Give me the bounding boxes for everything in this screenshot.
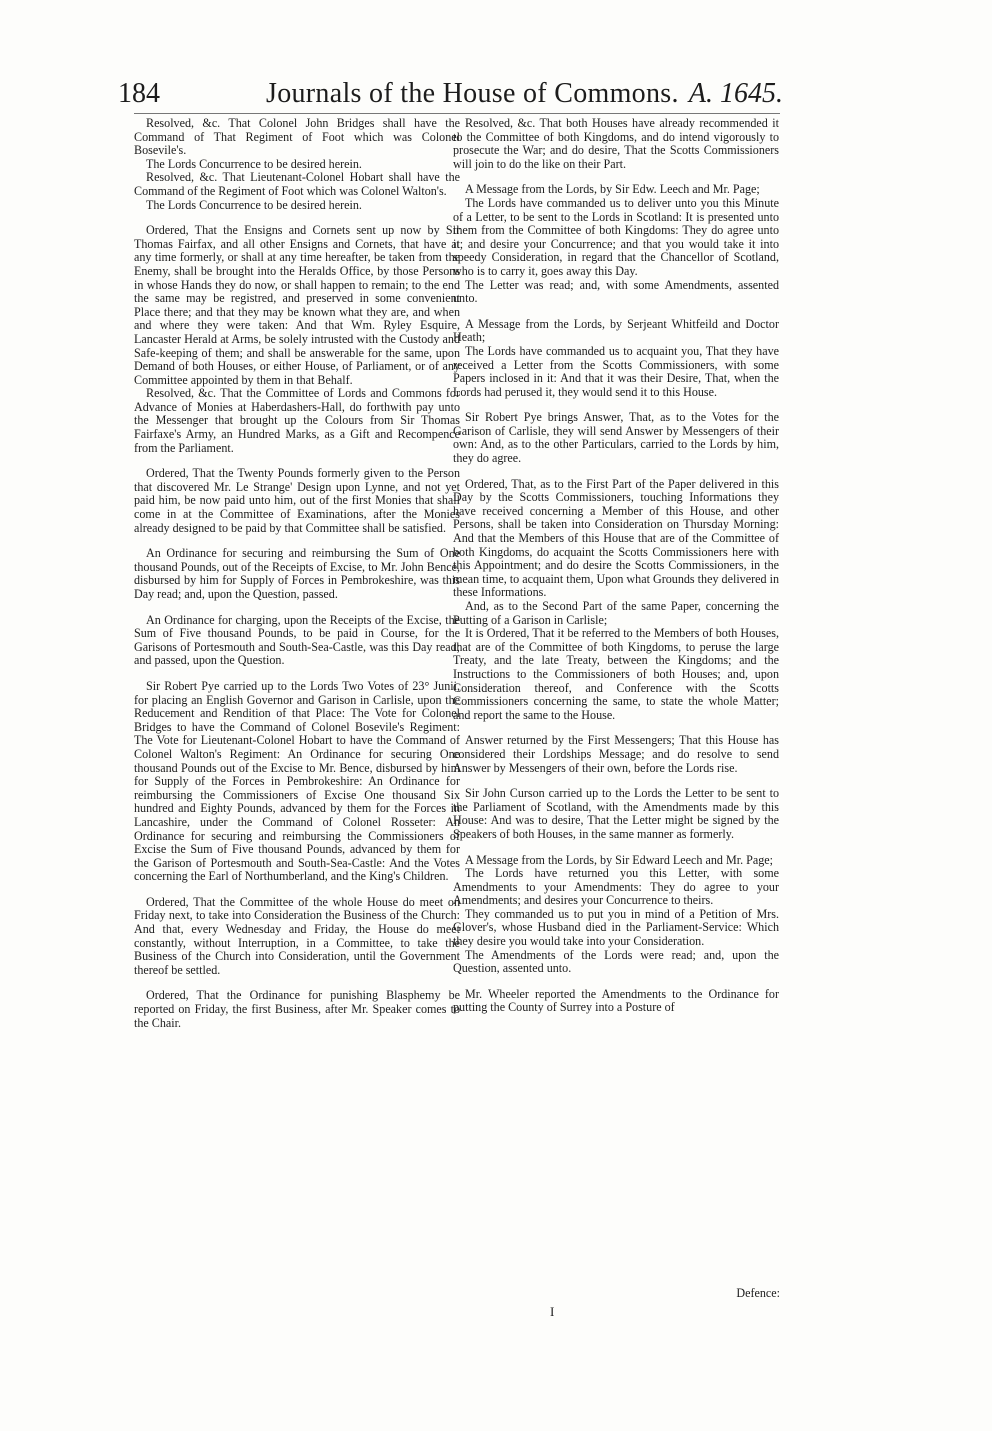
paragraph: Sir Robert Pye carried up to the Lords Two Votes of 23° Junii, for placing an English Governor and Garison in Carlisle, upon the Reducement and Rendition of that Place: The Vote for Colonel Bridges to have the Command of Colonel Bosevile's Regiment: The Vote for Lieutenant-Colonel Hobart to have the Command of Colonel Walton's Regiment: An Ordinance for securing One thousand Pounds out of the Excise to Mr. Bence, disbursed by him for Supply of the Forces in Pembrokeshire: An Ordinance for reimbursing the Commissioners of Excise One thousand Six hundred and Eighty Pounds, advanced by them for the Forces in Lancashire, under the Command of Colonel Rosseter: An Ordinance for securing and reimbursing the Commissioners of Excise the Sum of Five thousand Pounds, advanced by them for the Garison of Portesmouth and South-Sea-Castle: And the Votes concerning the Earl of Northumberland, and the King's Children. [134, 678, 460, 884]
paragraph: Ordered, That the Twenty Pounds formerly given to the Person that discovered Mr. Le Strange' Design upon Lynne, and not yet paid him, be now paid unto him, out of the first Monies that shall come in at the Committee of Examinations, after the Monies already designed to be paid by that Committee shall be satisfied. [134, 466, 460, 535]
paragraph: The Letter was read; and, with some Amendments, assented unto. [453, 277, 779, 306]
paragraph: Ordered, That the Ordinance for punishing Blasphemy be reported on Friday, the first Business, after Mr. Speaker comes to the Chair. [134, 988, 460, 1030]
paragraph: Resolved, &c. That both Houses have already recommended it to the Committee of both Kingdoms, and do intend vigorously to prosecute the War; and do desire, That the Scotts Commissioners will join to do the like on their Part. [453, 116, 779, 171]
left-column [134, 117, 460, 1030]
catchword: Defence: [736, 1286, 780, 1300]
page-number: 184 [118, 78, 160, 109]
paragraph: It is Ordered, That it be referred to the Members of both Houses, that are of the Committee of both Kingdoms, to peruse the large Treaty, and the late Treaty, between the Kingdoms; and the Instructions to the Commissioners of both Houses; and, upon Consideration thereof, and Conference with the Scotts Commissioners concerning the same, to state the whole Matter; and report the same to the House. [453, 626, 779, 722]
running-year: A. 1645. [688, 78, 783, 109]
paragraph: Sir John Curson carried up to the Lords the Letter to be sent to the Parliament of Scotland, with the Amendments made by this House: And was to desire, That the Letter might be signed by the Speakers of both Houses, in the same manner as formerly. [453, 786, 779, 841]
paragraph: The Lords Concurrence to be desired herein. [146, 197, 362, 212]
paragraph: They commanded us to put you in mind of a Petition of Mrs. Glover's, whose Husband died in the Parliament-Service: Which they desire you would take into your Consideration. [453, 906, 779, 949]
right-column [453, 117, 779, 1015]
paragraph: And, as to the Second Part of the same Paper, concerning the Putting of a Garison in Carlisle; [453, 599, 779, 627]
paragraph: Answer returned by the First Messengers; That this House has considered their Lordships Message; and do resolve to send Answer by Messengers of their own, before the Lords rise. [453, 733, 779, 775]
paragraph: The Amendments of the Lords were read; and, upon the Question, assented unto. [453, 947, 779, 976]
paragraph: The Lords have returned you this Letter, with some Amendments to your Amendments: They do agree to your Amendments; and desires your Concurrence to theirs. [453, 866, 779, 908]
paragraph: Resolved, &c. That Colonel John Bridges shall have the Command of That Regiment of Foot which was Colonel Bosevile's. [134, 116, 460, 158]
running-title: Journals of the House of Commons. [266, 78, 679, 109]
paragraph: A Message from the Lords, by Sir Edward Leech and Mr. Page; [465, 852, 773, 867]
paragraph: The Lords Concurrence to be desired herein. [146, 156, 362, 171]
paragraph: The Lords have commanded us to acquaint you, That they have received a Letter from the Scotts Commissioners, with some Papers inclosed in it: And that it was their Desire, That, when the Lords had perused it, they would send it to this House. [453, 343, 779, 399]
paragraph: Resolved, &c. That the Committee of Lords and Commons for Advance of Monies at Haberdashers-Hall, do forthwith pay unto the Messenger that brought up the Colours from Sir Thomas Fairfaxe's Army, an Hundred Marks, as a Gift and Recompence from the Parliament. [134, 386, 460, 455]
paragraph: Mr. Wheeler reported the Amendments to the Ordinance for putting the County of Surrey into a Posture of [453, 986, 779, 1015]
paragraph: The Lords have commanded us to deliver unto you this Minute of a Letter, to be sent to the Lords in Scotland: It is presented unto them from the Committee of both Kingdoms: They do agree unto it; and desire your Concurrence; and that you would take it into speedy Consideration, in regard that the Chancellor of Scotland, who is to carry it, goes away this Day. [453, 195, 779, 278]
paragraph: An Ordinance for charging, upon the Receipts of the Excise, the Sum of Five thousand Pounds, to be paid in Course, for the Garisons of Portesmouth and South-Sea-Castle, was this Day read; and passed, upon the Question. [134, 612, 460, 668]
paragraph: Sir Robert Pye brings Answer, That, as to the Votes for the Garison of Carlisle, they will send Answer by Messengers of their own: And, as to the other Particulars, carried to the Lords by him, they do agree. [453, 410, 779, 466]
paragraph: A Message from the Lords, by Serjeant Whitfeild and Doctor Heath; [453, 316, 779, 345]
paragraph: An Ordinance for securing and reimbursing the Sum of One thousand Pounds, out of the Receipts of Excise, to Mr. John Bence, disbursed by him for Supply of Forces in Pembrokeshire, was this Day read; and, upon the Question, passed. [134, 546, 460, 601]
paragraph: Ordered, That the Committee of the whole House do meet on Friday next, to take into Consideration the Business of the Church: And that, every Wednesday and Friday, the House do meet constantly, without Interruption, in a Committee, to take the Business of the Church into Consideration, until the Government thereof be settled. [134, 894, 460, 977]
paragraph: Resolved, &c. That Lieutenant-Colonel Hobart shall have the Command of the Regiment of Foot which was Colonel Walton's. [134, 170, 460, 198]
header-rule [134, 113, 780, 114]
paragraph: Ordered, That, as to the First Part of the Paper delivered in this Day by the Scotts Commissioners, touching Informations they have received concerning a Member of this House, and other Persons, shall be taken into Consideration on Thursday Morning: And that the Members of this House that are of the Committee of both Kingdoms, do acquaint the Scotts Commissioners here with this Appointment; and do desire the Scotts Commissioners, in the mean time, to acquaint them, Upon what Grounds they delivered in these Informations. [453, 476, 779, 600]
paragraph: A Message from the Lords, by Sir Edw. Leech and Mr. Page; [465, 182, 760, 197]
paragraph: Ordered, That the Ensigns and Cornets sent up now by Sir Thomas Fairfax, and all other Ensigns and Cornets, that have at any time formerly, or shall at any time hereafter, be taken from the Enemy, shall be brought into the Heralds Office, by those Persons in whose Hands they do now, or shall happen to remain; to the end the same may be registred, and preserved in some convenient Place there; and that they may be known what they are, and when and where they were taken: And that Wm. Ryley Esquire, Lancaster Herald at Arms, be solely intrusted with the Custody and Safe-keeping of them; and shall be answerable for the same, upon Demand of both Houses, or either House, of Parliament, or of any Committee appointed by them in that Behalf. [134, 223, 460, 387]
page-header [118, 74, 783, 110]
signature-mark: I [550, 1304, 555, 1319]
